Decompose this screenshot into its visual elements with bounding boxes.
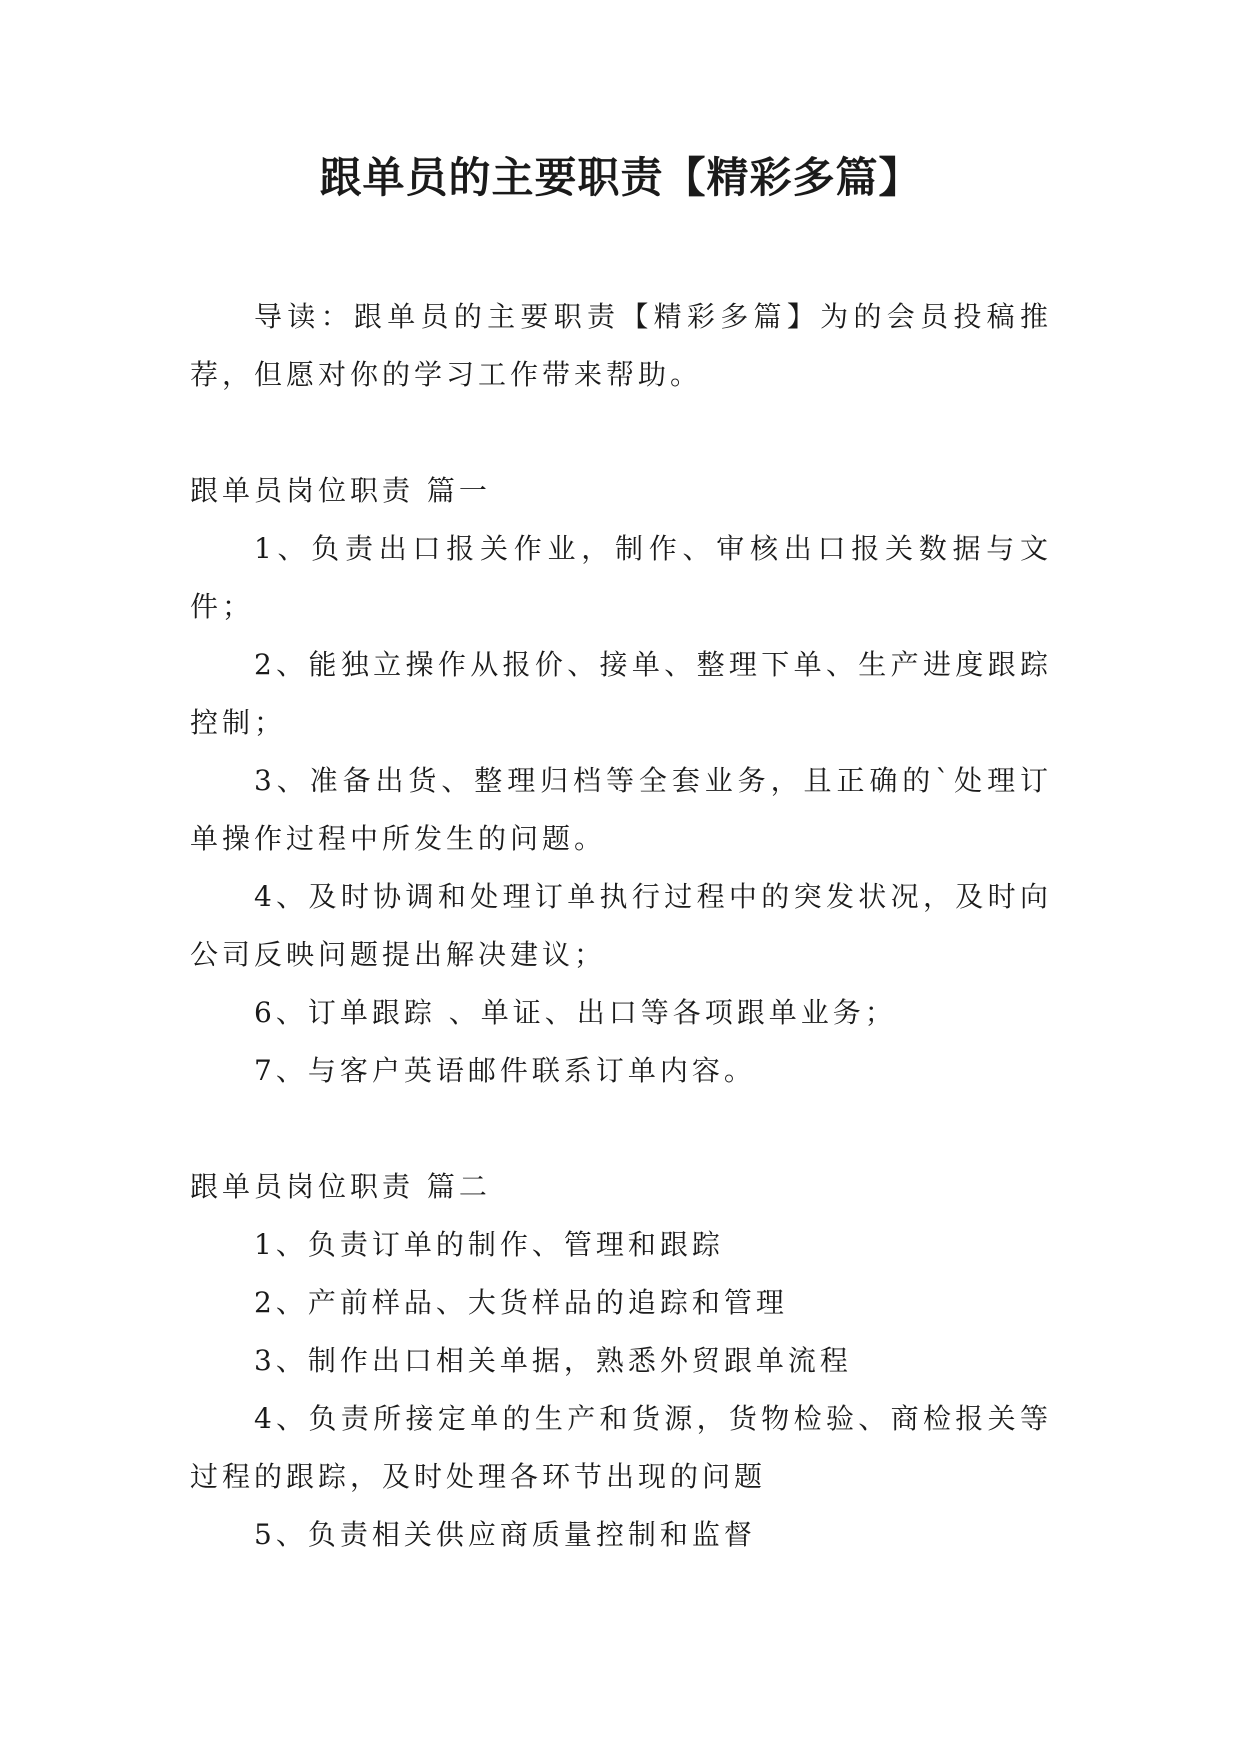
section-2	[190, 1158, 1052, 1564]
list-item: 3、准备出货、整理归档等全套业务，且正确的`处理订单操作过程中所发生的问题。	[190, 764, 1052, 855]
list-item: 2、产前样品、大货样品的追踪和管理	[254, 1286, 788, 1319]
list-item: 4、及时协调和处理订单执行过程中的突发状况，及时向公司反映问题提出解决建议；	[190, 880, 1052, 971]
list-item: 2、能独立操作从报价、接单、整理下单、生产进度跟踪控制；	[190, 648, 1052, 739]
list-item: 6、订单跟踪 、单证、出口等各项跟单业务；	[254, 996, 897, 1029]
section-heading: 跟单员岗位职责 篇二	[190, 1170, 491, 1203]
list-item: 5、负责相关供应商质量控制和监督	[254, 1518, 756, 1551]
document-body	[190, 288, 1052, 1564]
list-item: 1、负责订单的制作、管理和跟踪	[254, 1228, 724, 1261]
list-item: 1、负责出口报关作业，制作、审核出口报关数据与文件；	[190, 532, 1052, 623]
document-title: 跟单员的主要职责【精彩多篇】	[319, 153, 922, 202]
intro-paragraph: 导读：跟单员的主要职责【精彩多篇】为的会员投稿推荐，但愿对你的学习工作带来帮助。	[190, 300, 1052, 391]
list-item: 3、制作出口相关单据，熟悉外贸跟单流程	[254, 1344, 852, 1377]
section-1	[190, 462, 1052, 1100]
list-item: 7、与客户英语邮件联系订单内容。	[254, 1054, 756, 1087]
list-item: 4、负责所接定单的生产和货源，货物检验、商检报关等过程的跟踪，及时处理各环节出现的问题	[190, 1402, 1052, 1493]
section-heading: 跟单员岗位职责 篇一	[190, 474, 491, 507]
